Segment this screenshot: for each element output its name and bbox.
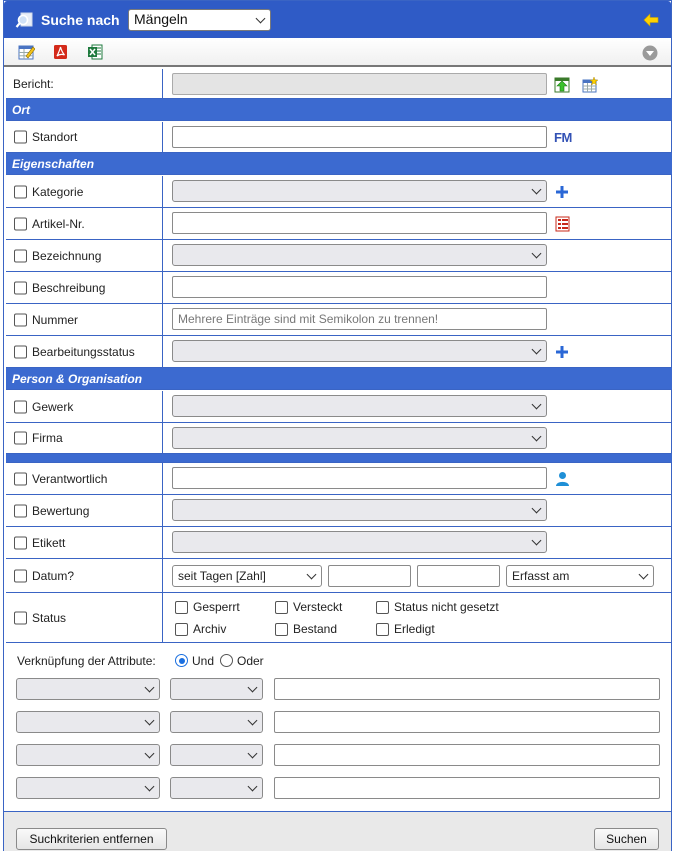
attribute-3-operator-select[interactable]	[170, 744, 263, 766]
attribute-3-value-input[interactable]	[274, 744, 660, 766]
search-category-value: Mängeln	[134, 11, 188, 27]
section-divider	[6, 454, 672, 463]
edit-table-icon[interactable]	[18, 44, 35, 60]
chevron-down-icon	[532, 432, 542, 442]
search-button[interactable]: Suchen	[594, 828, 659, 850]
row-artikel	[6, 208, 672, 240]
etikett-select[interactable]	[172, 531, 547, 553]
bewertung-select[interactable]	[172, 499, 547, 521]
etikett-label: Etikett	[32, 535, 66, 550]
bezeichnung-checkbox[interactable]	[14, 249, 27, 262]
toolbar	[4, 38, 671, 67]
datum-type-value: Erfasst am	[512, 569, 570, 583]
row-bearbeitungsstatus	[6, 336, 672, 368]
firma-checkbox[interactable]	[14, 432, 27, 445]
chevron-down-icon	[256, 14, 266, 24]
beschreibung-checkbox[interactable]	[14, 281, 27, 294]
attribute-3-field-select[interactable]	[16, 744, 160, 766]
attribute-link-label: Verknüpfung der Attribute:	[17, 654, 156, 668]
datum-checkbox[interactable]	[14, 569, 27, 582]
kategorie-checkbox[interactable]	[14, 185, 27, 198]
collapse-icon[interactable]	[642, 45, 658, 61]
chevron-down-icon	[532, 249, 542, 259]
kategorie-label: Kategorie	[32, 184, 84, 199]
title-bar	[4, 1, 671, 38]
attribute-1-field-select[interactable]	[16, 678, 160, 700]
row-nummer	[6, 304, 672, 336]
row-bericht	[6, 69, 672, 99]
attribute-4-value-input[interactable]	[274, 777, 660, 799]
add-bearbeitungsstatus-icon[interactable]	[555, 345, 569, 359]
nicht-gesetzt-checkbox[interactable]	[376, 601, 389, 614]
fm-icon[interactable]: FM	[554, 130, 572, 145]
article-list-icon[interactable]	[555, 216, 571, 232]
attribute-2-operator-select[interactable]	[170, 711, 263, 733]
row-beschreibung	[6, 272, 672, 304]
chevron-down-icon	[248, 782, 258, 792]
bestand-label: Bestand	[293, 622, 338, 636]
chevron-down-icon	[307, 570, 317, 580]
verantwortlich-checkbox[interactable]	[14, 472, 27, 485]
attribute-1-operator-select[interactable]	[170, 678, 263, 700]
nummer-label: Nummer	[32, 312, 79, 327]
chevron-down-icon	[532, 504, 542, 514]
standort-label: Standort	[32, 130, 78, 144]
chevron-down-icon	[145, 749, 155, 759]
datum-mode-value: seit Tagen [Zahl]	[178, 569, 266, 583]
status-checkbox[interactable]	[14, 611, 27, 624]
datum-to-input[interactable]	[417, 565, 500, 587]
user-icon[interactable]	[555, 471, 570, 486]
radio-oder-label: Oder	[237, 654, 264, 668]
nicht-gesetzt-label: Status nicht gesetzt	[394, 600, 499, 614]
row-bewertung	[6, 495, 672, 527]
new-report-icon[interactable]	[582, 77, 598, 93]
nummer-checkbox[interactable]	[14, 313, 27, 326]
nummer-placeholder: Mehrere Einträge sind mit Semikolon zu trennen!	[178, 312, 439, 326]
chevron-down-icon	[145, 782, 155, 792]
gewerk-select[interactable]	[172, 395, 547, 417]
row-standort	[6, 122, 672, 153]
datum-type-select[interactable]	[506, 565, 654, 587]
attribute-2-field-select[interactable]	[16, 711, 160, 733]
gesperrt-checkbox[interactable]	[175, 601, 188, 614]
arrow-left-icon[interactable]	[643, 13, 659, 27]
bericht-field[interactable]	[172, 73, 547, 95]
attribute-2-value-input[interactable]	[274, 711, 660, 733]
footer-bar	[4, 811, 671, 851]
chevron-down-icon	[639, 570, 649, 580]
radio-und-label: Und	[192, 654, 215, 668]
chevron-down-icon	[145, 716, 155, 726]
attribute-4-operator-select[interactable]	[170, 777, 263, 799]
firma-select[interactable]	[172, 427, 547, 449]
chevron-down-icon	[145, 683, 155, 693]
status-label: Status	[32, 610, 67, 625]
radio-oder[interactable]	[220, 654, 233, 667]
gewerk-label: Gewerk	[32, 399, 74, 414]
beschreibung-input[interactable]	[172, 276, 547, 298]
archiv-label: Archiv	[193, 622, 227, 636]
datum-from-input[interactable]	[328, 565, 411, 587]
standort-input[interactable]	[172, 126, 547, 148]
attribute-4-field-select[interactable]	[16, 777, 160, 799]
section-person: Person & Organisation	[6, 368, 672, 390]
row-kategorie	[6, 176, 672, 208]
nummer-input[interactable]	[172, 308, 547, 330]
row-datum	[6, 559, 672, 593]
artikel-checkbox[interactable]	[14, 217, 27, 230]
section-ort: Ort	[6, 99, 672, 121]
row-gewerk	[6, 391, 672, 423]
row-firma	[6, 423, 672, 454]
attribute-panel	[5, 643, 671, 811]
row-bezeichnung	[6, 240, 672, 272]
versteckt-label: Versteckt	[293, 600, 343, 614]
verantwortlich-input[interactable]	[172, 467, 547, 489]
bearbeitungsstatus-label: Bearbeitungsstatus	[32, 344, 135, 359]
kategorie-select[interactable]	[172, 180, 547, 202]
bericht-label: Bericht:	[13, 76, 54, 91]
bewertung-label: Bewertung	[32, 503, 90, 518]
erledigt-checkbox[interactable]	[376, 623, 389, 636]
bewertung-checkbox[interactable]	[14, 504, 27, 517]
gewerk-checkbox[interactable]	[14, 400, 27, 413]
load-report-icon[interactable]	[554, 77, 570, 93]
attribute-1-value-input[interactable]	[274, 678, 660, 700]
pdf-icon[interactable]	[53, 44, 68, 60]
bearbeitungsstatus-select[interactable]	[172, 340, 547, 362]
search-app-icon	[15, 11, 35, 29]
bezeichnung-select[interactable]	[172, 244, 547, 266]
clear-criteria-button[interactable]: Suchkriterien entfernen	[16, 828, 167, 850]
datum-label: Datum?	[32, 568, 75, 583]
chevron-down-icon	[248, 716, 258, 726]
firma-label: Firma	[32, 431, 63, 445]
row-verantwortlich	[6, 463, 672, 495]
erledigt-label: Erledigt	[394, 622, 435, 636]
excel-icon[interactable]	[87, 44, 103, 60]
section-eigenschaften: Eigenschaften	[6, 153, 672, 175]
row-status	[6, 593, 672, 643]
chevron-down-icon	[532, 400, 542, 410]
archiv-checkbox[interactable]	[175, 623, 188, 636]
chevron-down-icon	[532, 536, 542, 546]
chevron-down-icon	[532, 185, 542, 195]
gesperrt-label: Gesperrt	[193, 600, 240, 614]
etikett-checkbox[interactable]	[14, 536, 27, 549]
search-category-select[interactable]	[128, 9, 271, 31]
chevron-down-icon	[248, 683, 258, 693]
bezeichnung-label: Bezeichnung	[32, 248, 102, 263]
artikel-label: Artikel-Nr.	[32, 216, 85, 231]
versteckt-checkbox[interactable]	[275, 601, 288, 614]
standort-checkbox[interactable]	[14, 131, 27, 144]
bestand-checkbox[interactable]	[275, 623, 288, 636]
chevron-down-icon	[248, 749, 258, 759]
search-window	[3, 0, 672, 851]
row-etikett	[6, 527, 672, 559]
datum-mode-select[interactable]	[172, 565, 322, 587]
artikel-input[interactable]	[172, 212, 547, 234]
radio-und[interactable]	[175, 654, 188, 667]
chevron-down-icon	[532, 345, 542, 355]
bearbeitungsstatus-checkbox[interactable]	[14, 345, 27, 358]
add-kategorie-icon[interactable]	[555, 185, 569, 199]
page-title: Suche nach	[41, 12, 120, 28]
beschreibung-label: Beschreibung	[32, 280, 106, 295]
verantwortlich-label: Verantwortlich	[32, 471, 108, 486]
